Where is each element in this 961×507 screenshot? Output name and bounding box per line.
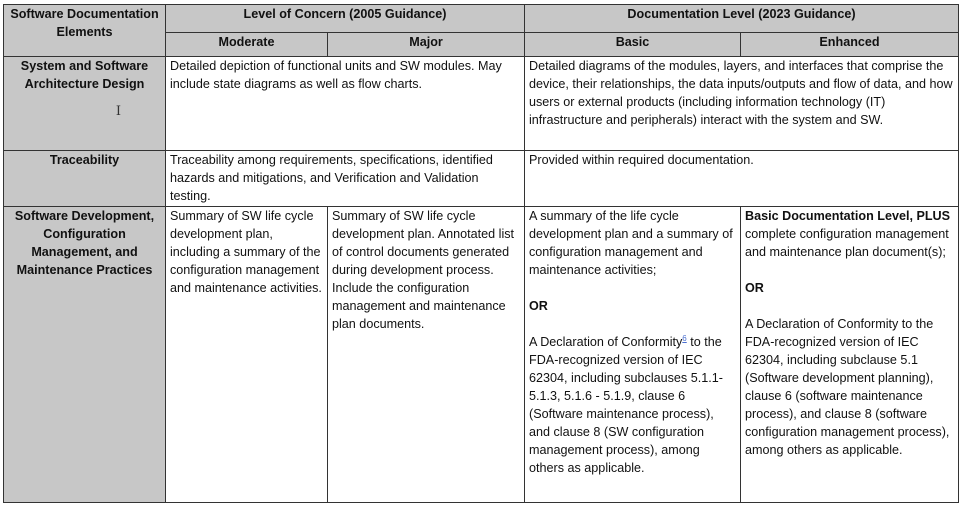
development-major-cell: Summary of SW life cycle development plan. Annotated list of control documents generated during development process. Include the configuration management and maintenance plan documents. — [328, 207, 525, 503]
row-head-architecture — [4, 57, 166, 151]
basic-declaration-lead: A Declaration of Conformity — [529, 335, 683, 349]
header-documentation-level: Documentation Level (2023 Guidance) — [525, 5, 959, 33]
enhanced-plan-text — [745, 207, 954, 261]
basic-summary-text: A summary of the life cycle development plan and a summary of configuration management and maintenance activities; — [529, 209, 733, 277]
header-level-of-concern: Level of Concern (2005 Guidance) — [166, 5, 525, 33]
architecture-doclevel-cell: Detailed diagrams of the modules, layers, and interfaces that comprise the device, their relationships, the data inputs/outputs and flow of data, and how users or external products (including information technology (IT) infrastructure and peripherals) interact with the system and SW. — [525, 57, 959, 151]
header-major: Major — [328, 33, 525, 57]
documentation-comparison-table — [3, 4, 959, 503]
enhanced-bold-lead: Basic Documentation Level, PLUS — [745, 209, 951, 223]
enhanced-plan-rest: complete configuration management and maintenance plan document(s); — [745, 227, 949, 259]
traceability-concern-cell: Traceability among requirements, specifications, identified hazards and mitigations, and Verification and Validation testing. — [166, 151, 525, 207]
table-row — [4, 57, 959, 151]
development-moderate-cell: Summary of SW life cycle development plan, including a summary of the configuration management and maintenance activities. — [166, 207, 328, 503]
development-enhanced-cell — [741, 207, 959, 503]
header-enhanced: Enhanced — [741, 33, 959, 57]
header-moderate: Moderate — [166, 33, 328, 57]
basic-declaration-rest: to the FDA-recognized version of IEC 62304, including subclauses 5.1.1-5.1.3, 5.1.6 - 5.1.9, clause 6 (Software maintenance process), and clause 8 (SW configuration management process), among others as applicable. — [529, 335, 723, 475]
row-label: System and Software Architecture Design — [20, 59, 149, 91]
row-head-development: Software Development, Configuration Management, and Maintenance Practices — [4, 207, 166, 503]
table-row — [4, 207, 959, 503]
table-row — [4, 151, 959, 207]
text-cursor-icon: I — [115, 104, 122, 119]
enhanced-declaration-text: A Declaration of Conformity to the FDA-recognized version of IEC 62304, including subclause 5.1 (Software development planning), clause 6 (software maintenance process), and clause 8 (software configuration management process), among others as applicable. — [745, 317, 950, 457]
footnote-link[interactable]: 6 — [682, 333, 687, 343]
row-head-traceability: Traceability — [4, 151, 166, 207]
enhanced-or-label: OR — [745, 281, 764, 295]
header-basic: Basic — [525, 33, 741, 57]
architecture-concern-cell: Detailed depiction of functional units and SW modules. May include state diagrams as well as flow charts. — [166, 57, 525, 151]
development-basic-cell — [525, 207, 741, 503]
traceability-doclevel-cell: Provided within required documentation. — [525, 151, 959, 207]
basic-or-label: OR — [529, 299, 548, 313]
basic-declaration-text — [529, 333, 736, 477]
header-elements: Software Documentation Elements — [4, 5, 166, 57]
